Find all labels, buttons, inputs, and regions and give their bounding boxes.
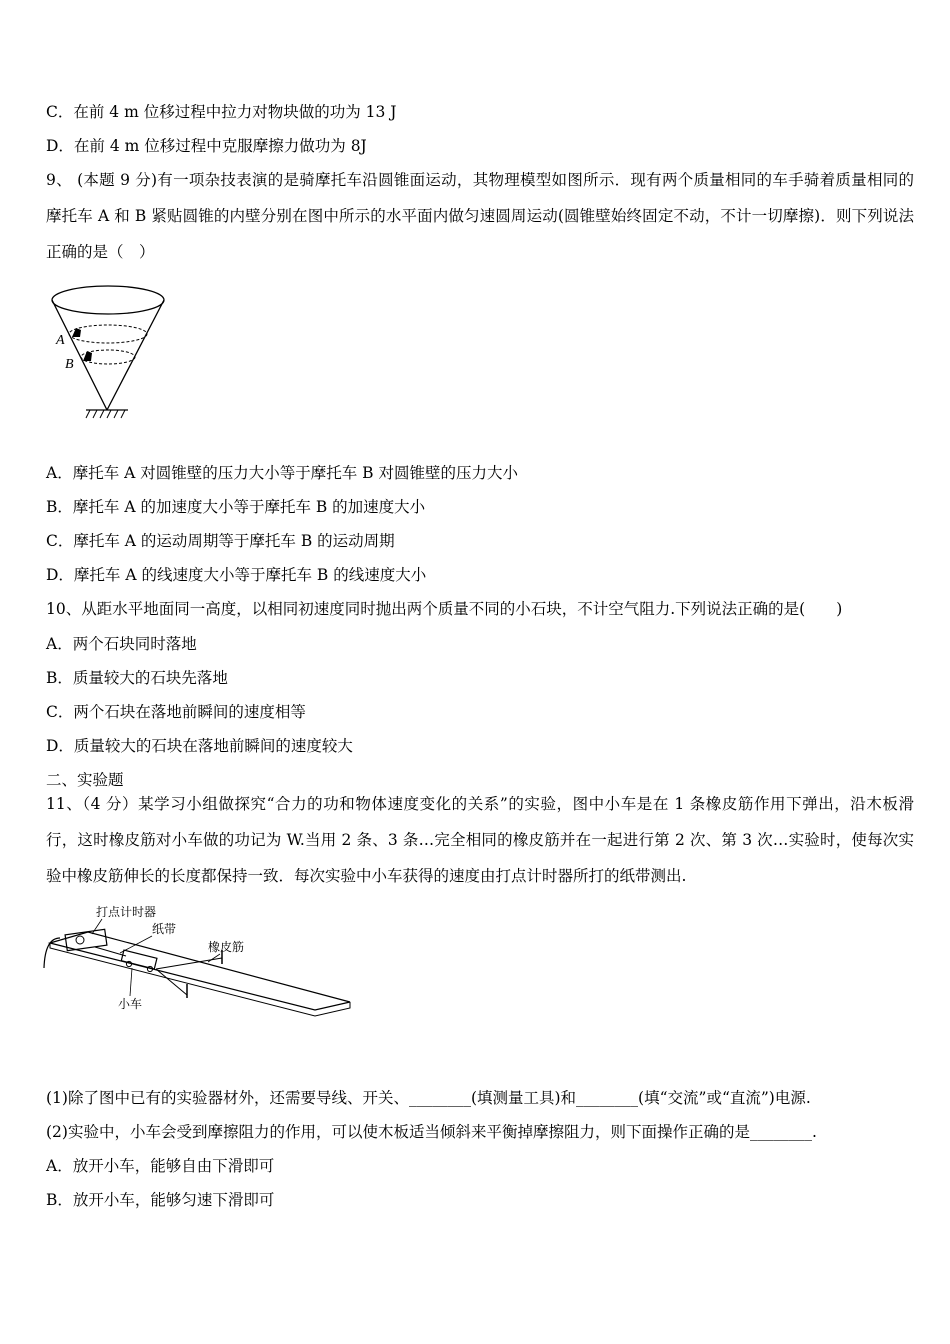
rider-b-icon bbox=[83, 351, 92, 361]
cart-apparatus-figure bbox=[40, 898, 360, 1048]
q11-sub1: (1)除了图中已有的实验器材外，还需要导线、开关、________(填测量工具)和________(填“交流”或“直流”)电源. bbox=[46, 1089, 811, 1107]
label-timer: 打点计时器 bbox=[96, 905, 157, 919]
q11-option-a: A．放开小车，能够自由下滑即可 bbox=[46, 1157, 275, 1175]
orbit-a bbox=[69, 325, 147, 343]
q10-option-b: B．质量较大的石块先落地 bbox=[46, 669, 228, 687]
section-title: 二、实验题 bbox=[46, 771, 124, 789]
q10-option-c: C．两个石块在落地前瞬间的速度相等 bbox=[46, 703, 306, 721]
timer-box bbox=[65, 929, 107, 950]
label-b: B bbox=[65, 357, 74, 372]
label-a: A bbox=[56, 333, 65, 348]
q10-stem: 10、从距水平地面同一高度，以相同初速度同时抛出两个质量不同的小石块，不计空气阻力.下列说法正确的是( ) bbox=[46, 600, 843, 618]
q9-stem: 9、 (本题 9 分)有一项杂技表演的是骑摩托车沿圆锥面运动，其物理模型如图所示．现有两个质量相同的车手骑着质量相同的摩托车 A 和 B 紧贴圆锥的内壁分别在图中所示的水平面内做匀速圆周运动(圆锥壁始终固定不动，不计一切摩擦)．则下列说法正确的是（ ） bbox=[46, 171, 914, 261]
q8-option-c: C．在前 4 m 位移过程中拉力对物块做的功为 13 J bbox=[46, 103, 397, 121]
cone-figure bbox=[44, 280, 174, 425]
leader-timer bbox=[92, 919, 102, 934]
q11-sub2: (2)实验中，小车会受到摩擦阻力的作用，可以使木板适当倾斜来平衡掉摩擦阻力，则下面操作正确的是________. bbox=[46, 1123, 817, 1141]
q9-option-b: B．摩托车 A 的加速度大小等于摩托车 B 的加速度大小 bbox=[46, 498, 426, 516]
q10-option-d: D．质量较大的石块在落地前瞬间的速度较大 bbox=[46, 737, 353, 755]
leader-rubber bbox=[208, 954, 220, 962]
leader-tape bbox=[120, 936, 152, 953]
q9-option-d: D．摩托车 A 的线速度大小等于摩托车 B 的线速度大小 bbox=[46, 566, 427, 584]
ground-hatch bbox=[86, 410, 125, 418]
label-rubber: 橡皮筋 bbox=[208, 940, 245, 954]
cone-right-edge bbox=[107, 300, 164, 410]
timer-knob bbox=[76, 936, 84, 944]
cone-left-edge bbox=[52, 300, 107, 410]
q11-stem: 11、（4 分）某学习小组做探究“合力的功和物体速度变化的关系”的实验，图中小车是在 1 条橡皮筋作用下弹出，沿木板滑行，这时橡皮筋对小车做的功记为 W.当用 2 条、3 条…完全相同的橡皮筋并在一起进行第 2 次、第 3 次…实验时，使每次实验中橡皮筋伸长的长度都保持一致．每次实验中小车获得的速度由打点计时器所打的纸带测出. bbox=[46, 795, 914, 885]
label-cart: 小车 bbox=[118, 997, 143, 1011]
q9-option-c: C．摩托车 A 的运动周期等于摩托车 B 的运动周期 bbox=[46, 532, 395, 550]
board-top bbox=[50, 932, 350, 1010]
rider-a-icon bbox=[72, 328, 81, 337]
q9-option-a: A．摩托车 A 对圆锥壁的压力大小等于摩托车 B 对圆锥壁的压力大小 bbox=[46, 464, 518, 482]
cone-rim bbox=[52, 286, 164, 314]
leader-cart bbox=[130, 968, 132, 996]
q8-option-d: D．在前 4 m 位移过程中克服摩擦力做功为 8J bbox=[46, 137, 367, 155]
label-tape: 纸带 bbox=[152, 922, 177, 936]
q11-option-b: B．放开小车，能够匀速下滑即可 bbox=[46, 1191, 275, 1209]
paper-tape bbox=[95, 947, 126, 956]
q10-option-a: A．两个石块同时落地 bbox=[46, 635, 197, 653]
